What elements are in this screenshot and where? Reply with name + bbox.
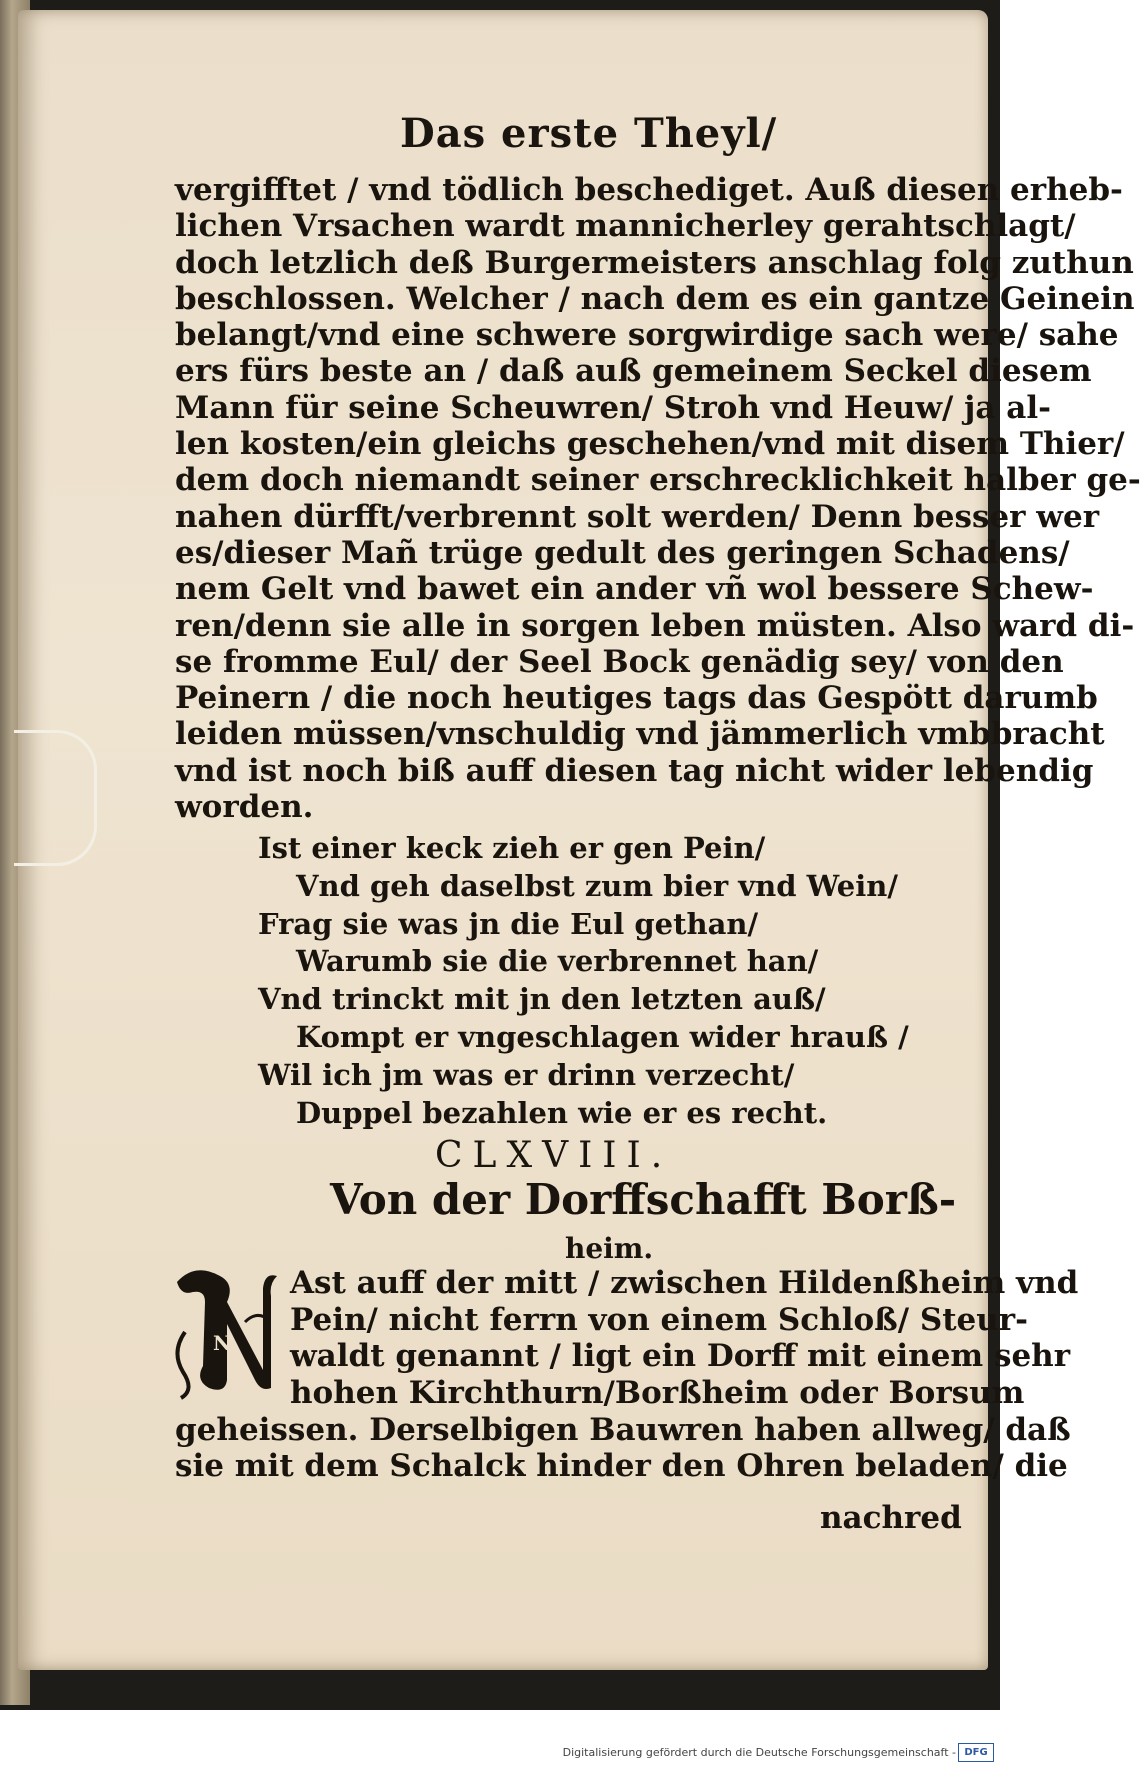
body-line: ren/denn sie alle in sorgen leben müsten. Also ward di- <box>175 607 1135 644</box>
page-tab-loop <box>14 730 97 866</box>
verse-line: Frag sie was jn die Eul gethan/ <box>258 906 759 941</box>
body-line: Mann für seine Scheuwren/ Stroh vnd Heuw/ ja al- <box>175 389 1051 426</box>
chapter-text <box>175 1375 1071 1485</box>
chapter-text-indented <box>290 1265 1079 1375</box>
funding-credit: Digitalisierung gefördert durch die Deutsche Forschungsgemeinschaft - <box>562 1746 956 1759</box>
catchword: nachred <box>820 1500 962 1536</box>
chapter-line: geheissen. Derselbigen Bauwren haben allweg/ daß <box>175 1411 1071 1448</box>
verse-line: Ist einer keck zieh er gen Pein/ <box>258 831 766 865</box>
body-line: doch letzlich deß Burgermeisters anschlag folg zuthun <box>175 244 1134 281</box>
verse-line: Warumb sie die verbrennet han/ <box>296 944 819 979</box>
verse-line: Kompt er vngeschlagen wider hrauß / <box>296 1019 909 1054</box>
chapter-number: CLXVIII. <box>435 1135 673 1176</box>
body-line: nem Gelt vnd bawet ein ander vñ wol bessere Schew- <box>175 571 1094 608</box>
body-line: lichen Vrsachen wardt mannicherley gerahtschlagt/ <box>175 208 1076 245</box>
body-line: beschlossen. Welcher / nach dem es ein gantze Geinein <box>175 280 1135 317</box>
body-line: vnd ist noch biß auff diesen tag nicht wider lebendig <box>175 752 1094 789</box>
chapter-title-continuation: heim. <box>565 1232 654 1265</box>
body-line: belangt/vnd eine schwere sorgwirdige sach were/ sahe <box>175 317 1119 354</box>
chapter-line: Ast auff der mitt / zwischen Hildenßheim vnd <box>290 1265 1079 1301</box>
body-line: es/dieser Mañ trüge gedult des geringen Schadens/ <box>175 534 1070 571</box>
chapter-line: sie mit dem Schalck hinder den Ohren beladen/ die <box>175 1448 1068 1485</box>
verse-line: Vnd geh daselbst zum bier vnd Wein/ <box>296 868 898 903</box>
body-line: leiden müssen/vnschuldig vnd jämmerlich vmbbracht <box>175 716 1105 753</box>
verse-line: Vnd trinckt mit jn den letzten auß/ <box>258 982 826 1017</box>
verse-line: Duppel bezahlen wie er es recht. <box>296 1095 828 1130</box>
body-line: dem doch niemandt seiner erschrecklichkeit halber ge- <box>175 462 1141 499</box>
body-line: worden. <box>175 789 314 826</box>
footer <box>0 1710 1000 1771</box>
dfg-logo: DFG <box>958 1743 994 1762</box>
body-line: len kosten/ein gleichs geschehen/vnd mit disem Thier/ <box>175 426 1125 463</box>
chapter-title: Von der Dorffschafft Borß- <box>330 1175 957 1224</box>
body-text <box>175 172 1141 826</box>
body-line: vergifftet / vnd tödlich beschediget. Auß diesen erheb- <box>175 172 1123 208</box>
verse-block <box>258 830 909 1132</box>
running-head: Das erste Theyl/ <box>400 110 778 157</box>
body-line: ers fürs beste an / daß auß gemeinem Seckel diesem <box>175 353 1092 390</box>
body-line: se fromme Eul/ der Seel Bock genädig sey/ von den <box>175 643 1064 680</box>
chapter-line: Pein/ nicht ferrn von einem Schloß/ Steur- <box>290 1301 1028 1338</box>
initial-letter: N <box>213 1331 232 1355</box>
body-line: nahen dürfft/verbrennt solt werden/ Denn besser wer <box>175 498 1100 535</box>
chapter-line: hohen Kirchthurn/Borßheim oder Borsum <box>290 1375 1025 1411</box>
body-line: Peinern / die noch heutiges tags das Gespött darumb <box>175 680 1098 717</box>
verse-line: Wil ich jm was er drinn verzecht/ <box>258 1057 795 1092</box>
chapter-line: waldt genannt / ligt ein Dorff mit einem sehr <box>290 1338 1071 1375</box>
